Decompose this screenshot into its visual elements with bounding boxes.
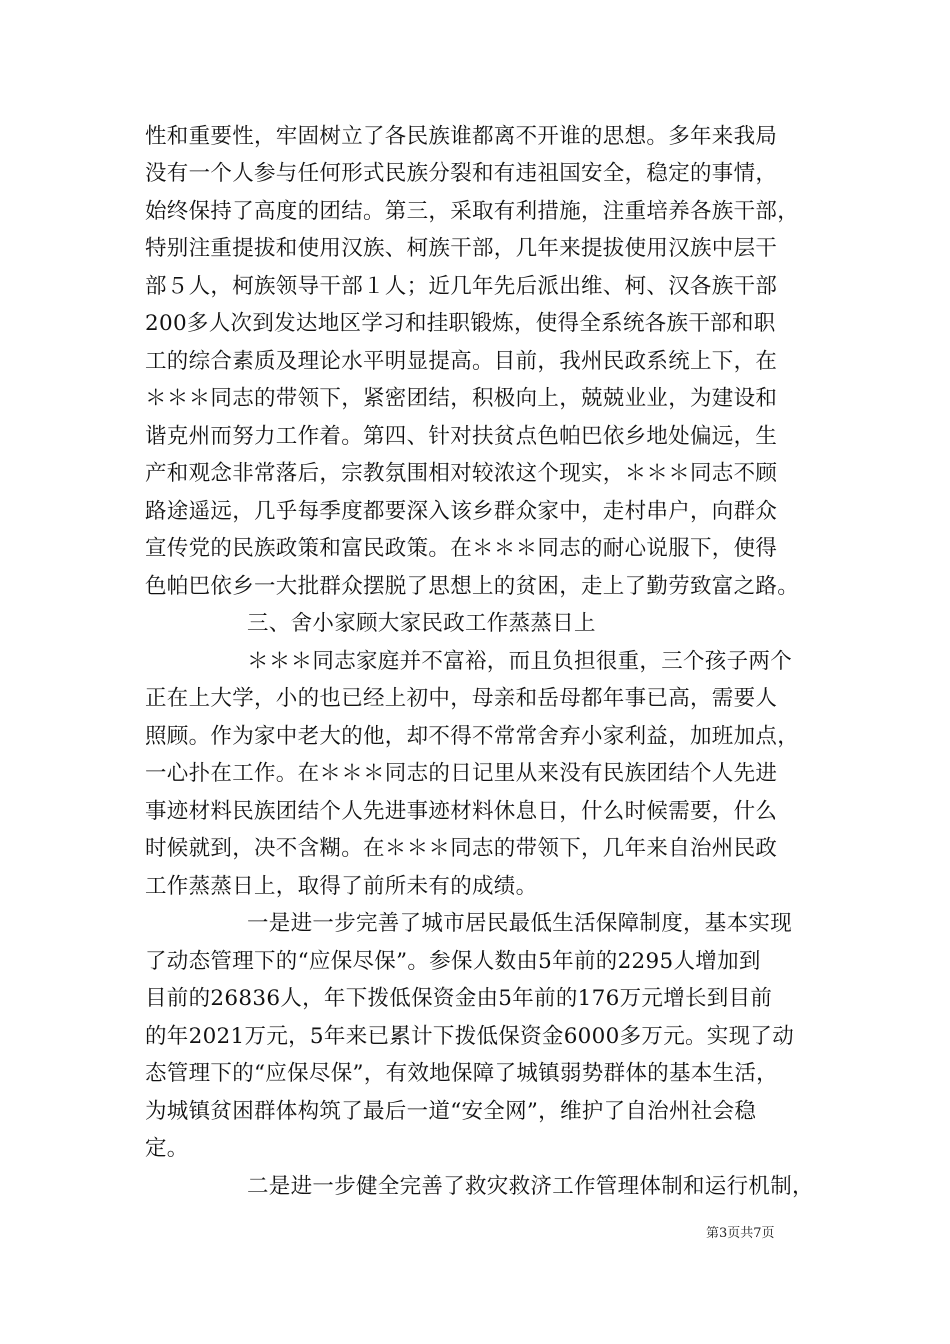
paragraph-line: 二是进一步健全完善了救灾救济工作管理体制和运行机制，: [247, 1174, 814, 1199]
paragraph-line: 始终保持了高度的团结。第三，采取有利措施，注重培养各族干部，: [145, 199, 800, 224]
paragraph-line: 正在上大学，小的也已经上初中，母亲和岳母都年事已高，需要人: [145, 686, 778, 711]
page-number-footer: 第3页共7页: [706, 1226, 775, 1241]
paragraph-line: 一心扑在工作。在＊＊＊同志的日记里从来没有民族团结个人先进: [145, 761, 778, 786]
paragraph-line: 部５人，柯族领导干部１人；近几年先后派出维、柯、汉各族干部: [145, 274, 778, 299]
paragraph-line: 的年2021万元，5年来已累计下拨低保资金6000多万元。实现了动: [145, 1024, 795, 1049]
paragraph-line: ＊＊＊同志家庭并不富裕，而且负担很重，三个孩子两个: [247, 649, 793, 674]
paragraph-line: 特别注重提拔和使用汉族、柯族干部，几年来提拔使用汉族中层干: [145, 236, 778, 261]
paragraph-line: 宣传党的民族政策和富民政策。在＊＊＊同志的耐心说服下，使得: [145, 536, 778, 561]
section-heading: 三、舍小家顾大家民政工作蒸蒸日上: [247, 611, 596, 636]
paragraph-line: 没有一个人参与任何形式民族分裂和有违祖国安全，稳定的事情，: [145, 161, 778, 186]
paragraph-line: 产和观念非常落后，宗教氛围相对较浓这个现实，＊＊＊同志不顾: [145, 461, 778, 486]
paragraph-line: 时候就到，决不含糊。在＊＊＊同志的带领下，几年来自治州民政: [145, 836, 778, 861]
paragraph-line: 照顾。作为家中老大的他，却不得不常常舍弃小家利益，加班加点，: [145, 724, 800, 749]
paragraph-line: ＊＊＊同志的带领下，紧密团结，积极向上，兢兢业业，为建设和: [145, 386, 778, 411]
paragraph-line: 定。: [145, 1136, 189, 1161]
paragraph-line: 了动态管理下的“应保尽保”。参保人数由5年前的2295人增加到: [145, 949, 761, 974]
paragraph-line: 谐克州而努力工作着。第四、针对扶贫点色帕巴依乡地处偏远，生: [145, 424, 778, 449]
paragraph-line: 为城镇贫困群体构筑了最后一道“安全网”，维护了自治州社会稳: [145, 1099, 757, 1124]
paragraph-line: 态管理下的“应保尽保”，有效地保障了城镇弱势群体的基本生活，: [145, 1061, 778, 1086]
paragraph-line: 路途遥远，几乎每季度都要深入该乡群众家中，走村串户，向群众: [145, 499, 778, 524]
paragraph-line: 一是进一步完善了城市居民最低生活保障制度，基本实现: [247, 911, 793, 936]
paragraph-line: 工作蒸蒸日上，取得了前所未有的成绩。: [145, 874, 538, 899]
paragraph-line: 性和重要性，牢固树立了各民族谁都离不开谁的思想。多年来我局: [145, 124, 778, 149]
paragraph-line: 200多人次到发达地区学习和挂职锻炼，使得全系统各族干部和职: [145, 311, 776, 336]
paragraph-line: 色帕巴依乡一大批群众摆脱了思想上的贫困，走上了勤劳致富之路。: [145, 574, 800, 599]
paragraph-line: 事迹材料民族团结个人先进事迹材料休息日，什么时候需要，什么: [145, 799, 778, 824]
paragraph-line: 目前的26836人，年下拨低保资金由5年前的176万元增长到目前: [145, 986, 773, 1011]
paragraph-line: 工的综合素质及理论水平明显提高。目前，我州民政系统上下，在: [145, 349, 778, 374]
